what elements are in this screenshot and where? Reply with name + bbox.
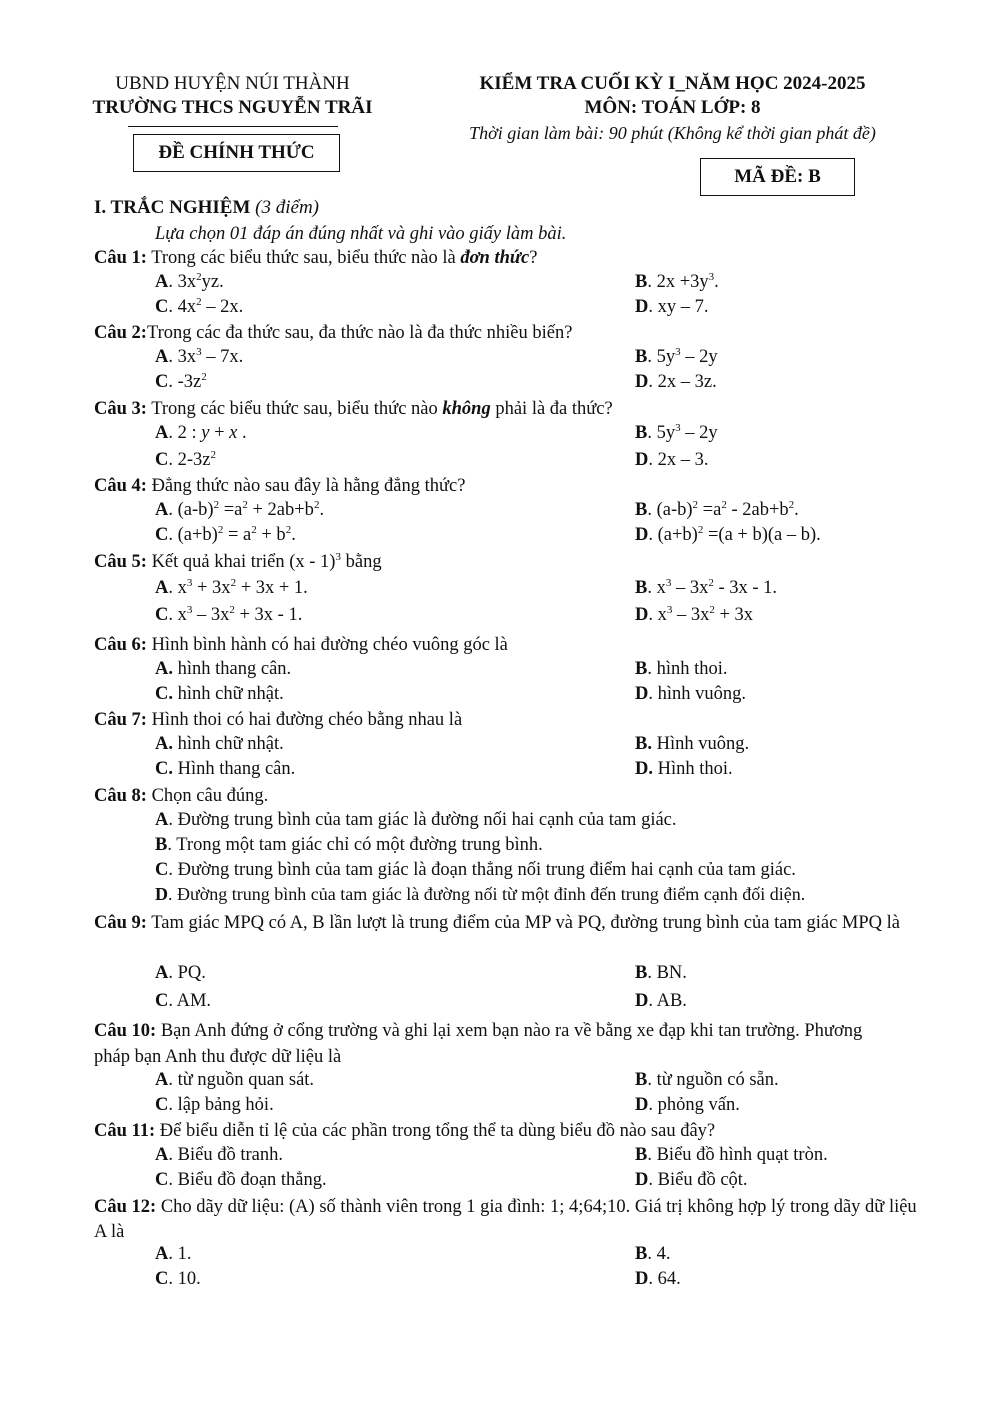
question-label: Câu 9: [94, 913, 147, 933]
q5-option-c: C. $x^3 - 3x^2 + 3x - 1$. [155, 604, 303, 625]
q4-option-c: C. $(a+b)^2 = a^2 + b^2$. [155, 524, 296, 545]
q9-option-d: D. AB. [635, 991, 687, 1011]
q10-option-b: B. từ nguồn có sẵn. [635, 1070, 779, 1090]
q2-option-a: A. $3x^3 - 7x$. [155, 346, 244, 367]
school-header [70, 72, 395, 127]
q12-option-c: C. 10. [155, 1269, 201, 1289]
option-text: Biểu đồ đoạn thẳng. [177, 1170, 327, 1190]
option-letter: D [155, 884, 168, 904]
q8-option-a: A. Đường trung bình của tam giác là đường nối hai cạnh của tam giác. [155, 810, 677, 830]
question-2 [94, 322, 572, 344]
district-name: UBND HUYỆN NÚI THÀNH [115, 73, 350, 94]
q9-option-a: A. PQ. [155, 963, 206, 983]
question-label: Câu 10: [94, 1021, 157, 1041]
question-text: Chọn câu đúng. [146, 786, 269, 806]
option-text: AM. [176, 991, 212, 1011]
question-text: Hình thoi có hai đường chéo bằng nhau là [146, 710, 463, 730]
option-letter: C [155, 1269, 169, 1289]
q12-option-b: B. 4. [635, 1244, 671, 1264]
question-1 [94, 247, 537, 269]
question-5 [94, 551, 382, 573]
q4-option-d: D. $(a+b)^2 =(a + b)(a - b)$. [635, 524, 821, 545]
option-letter: D [635, 297, 649, 317]
option-letter: A [155, 347, 169, 367]
option-letter: C [155, 297, 169, 317]
q7-option-c: C. Hình thang cân. [155, 759, 296, 779]
exam-header [420, 72, 925, 146]
option-letter: A [155, 1244, 169, 1264]
option-letter: C [155, 605, 169, 625]
option-letter: B [635, 423, 648, 443]
q8-option-c: C. Đường trung bình của tam giác là đoạn thẳng nối trung điểm hai cạnh của tam giác. [155, 860, 796, 880]
q1-option-c: C. $4x^2 - 2x$. [155, 296, 244, 317]
option-text: 64. [657, 1269, 681, 1289]
q6-option-a: A. hình thang cân. [155, 659, 292, 679]
official-exam-box [133, 134, 340, 172]
option-text: phỏng vấn. [657, 1095, 740, 1115]
q11-option-b: B. Biểu đồ hình quạt tròn. [635, 1145, 828, 1165]
option-letter: A [155, 500, 169, 520]
q11-option-a: A. Biểu đồ tranh. [155, 1145, 283, 1165]
option-letter: D [635, 684, 649, 704]
question-text: Đẳng thức nào sau đây là hằng đẳng thức? [146, 476, 466, 496]
option-letter: A [155, 963, 169, 983]
q2-option-b: B. $5y^3 - 2y$ [635, 346, 718, 367]
question-11 [94, 1120, 715, 1142]
option-text: hình thoi. [656, 659, 728, 679]
option-letter: B [635, 347, 648, 367]
question-emphasis: đơn thức [460, 248, 530, 268]
option-text: hình chữ nhật. [177, 734, 284, 754]
q4-option-b: B. $(a-b)^2 =a^2 - 2ab+b^2$. [635, 499, 799, 520]
q3-option-c: C. $2-3z^2$ [155, 449, 216, 470]
exam-code-box [700, 158, 855, 196]
option-letter: D [635, 991, 649, 1011]
exam-subject: MÔN: TOÁN LỚP: 8 [584, 97, 761, 118]
option-text: Biểu đồ hình quạt tròn. [656, 1145, 828, 1165]
question-label: Câu 4: [94, 476, 147, 496]
q1-option-b: B. $2x +3y^3$. [635, 271, 719, 292]
option-letter: B [635, 1145, 648, 1165]
question-9 [94, 911, 922, 936]
question-8 [94, 785, 268, 807]
option-letter: B [635, 963, 648, 983]
option-letter: C [155, 1170, 169, 1190]
option-text: Hình thang cân. [177, 759, 296, 779]
option-letter: D [635, 372, 649, 392]
option-letter: D [635, 759, 649, 779]
q2-option-d: D. 2x – 3z. [635, 372, 717, 392]
q10-option-c: C. lập bảng hỏi. [155, 1095, 274, 1115]
option-text: hình chữ nhật. [177, 684, 284, 704]
option-text: từ nguồn quan sát. [177, 1070, 315, 1090]
q6-option-c: C. hình chữ nhật. [155, 684, 284, 704]
question-text: Kết quả khai triển (x - 1) [146, 552, 336, 572]
q5-option-d: D. $x^3 - 3x^2 + 3x$ [635, 604, 754, 625]
option-letter: A [155, 1145, 169, 1165]
question-text: Cho dãy dữ liệu: (A) số thành viên trong 1 gia đình: 1; 4;64;10. Giá trị không hợp lý trong dãy dữ liệu A là [94, 1197, 917, 1242]
exponent: 3 [335, 551, 341, 563]
q10-option-d: D. phỏng vấn. [635, 1095, 740, 1115]
option-letter: B [635, 578, 648, 598]
q2-option-c: C. $-3z^2$ [155, 371, 207, 392]
option-letter: C [155, 450, 169, 470]
q1-option-a: A. $3x^2yz$. [155, 271, 224, 292]
question-label: Câu 2: [94, 323, 147, 343]
option-letter: D [635, 605, 649, 625]
question-3 [94, 398, 613, 420]
option-letter: A [155, 272, 169, 292]
option-letter: C [155, 991, 169, 1011]
exam-title: KIỂM TRA CUỐI KỲ I_NĂM HỌC 2024-2025 [479, 73, 866, 94]
option-text: Hình vuông. [656, 734, 750, 754]
option-letter: D [635, 1095, 649, 1115]
header-divider [128, 126, 338, 127]
exam-code: MÃ ĐỀ: B [734, 166, 821, 187]
q3-option-d: D. 2x – 3. [635, 450, 709, 470]
q1-option-d: D. xy – 7. [635, 297, 709, 317]
q8-option-d: D. Đường trung bình của tam giác là đường nối từ một đỉnh đến trung điểm cạnh đối diện. [155, 884, 806, 904]
option-text: AB. [656, 991, 687, 1011]
question-text-end: bằng [340, 552, 382, 572]
question-7 [94, 709, 462, 731]
option-letter: A [155, 578, 169, 598]
q11-option-d: D. Biểu đồ cột. [635, 1170, 748, 1190]
option-text: Đường trung bình của tam giác là đường nối hai cạnh của tam giác. [177, 810, 677, 830]
question-text: Trong các đa thức sau, đa thức nào là đa thức nhiều biến? [146, 323, 573, 343]
q5-option-b: B. $x^3 - 3x^2 - 3x - 1$. [635, 577, 778, 598]
section-heading: I. TRẮC NGHIỆM [94, 197, 251, 218]
question-label: Câu 1: [94, 248, 147, 268]
question-10 [94, 1018, 874, 1070]
q7-option-a: A. hình chữ nhật. [155, 734, 284, 754]
school-name: TRƯỜNG THCS NGUYỄN TRÃI [92, 97, 373, 118]
option-text: BN. [656, 963, 687, 983]
option-text: hình thang cân. [177, 659, 292, 679]
option-text: Hình thoi. [657, 759, 733, 779]
option-letter: A [155, 734, 169, 754]
question-text-end: phải là đa thức? [490, 399, 613, 419]
question-label: Câu 5: [94, 552, 147, 572]
q7-option-b: B. Hình vuông. [635, 734, 750, 754]
option-text: 1. [177, 1244, 192, 1264]
q3-option-b: B. $5y^3 - 2y$ [635, 422, 718, 443]
question-label: Câu 3: [94, 399, 147, 419]
option-letter: B [635, 659, 648, 679]
question-text: Để biểu diễn tỉ lệ của các phần trong tổng thể ta dùng biểu đồ nào sau đây? [155, 1121, 716, 1141]
q3-option-a: A. 2 : y + x . [155, 423, 247, 443]
option-letter: B [635, 734, 648, 754]
exam-duration: Thời gian làm bài: 90 phút (Không kể thời gian phát đề) [469, 123, 876, 143]
option-letter: B [635, 500, 648, 520]
option-letter: D [635, 450, 649, 470]
q9-option-b: B. BN. [635, 963, 687, 983]
question-text: Trong các biểu thức sau, biểu thức nào là [146, 248, 461, 268]
option-text: Biểu đồ cột. [657, 1170, 748, 1190]
option-letter: D [635, 1269, 649, 1289]
option-letter: A [155, 659, 169, 679]
option-letter: D [635, 1170, 649, 1190]
q6-option-d: D. hình vuông. [635, 684, 747, 704]
option-text: Đường trung bình của tam giác là đường nối từ một đỉnh đến trung điểm cạnh đối diện. [177, 884, 806, 904]
question-4 [94, 475, 465, 497]
option-text: Đường trung bình của tam giác là đoạn thẳng nối trung điểm hai cạnh của tam giác. [177, 860, 796, 880]
question-text: Tam giác MPQ có A, B lần lượt là trung điểm của MP và PQ, đường trung bình của tam giác MPQ là [146, 913, 900, 933]
option-text: 10. [177, 1269, 201, 1289]
option-letter: A [155, 810, 169, 830]
option-letter: A [155, 1070, 169, 1090]
option-text: từ nguồn có sẵn. [656, 1070, 779, 1090]
question-text: Bạn Anh đứng ở cổng trường và ghi lại xem bạn nào ra về bằng xe đạp khi tan trường. Phương pháp bạn Anh thu được dữ liệu là [94, 1021, 863, 1067]
option-letter: B [155, 835, 168, 855]
question-text: Trong các biểu thức sau, biểu thức nào [146, 399, 443, 419]
question-label: Câu 8: [94, 786, 147, 806]
q10-option-a: A. từ nguồn quan sát. [155, 1070, 315, 1090]
q8-option-b: B. Trong một tam giác chỉ có một đường trung bình. [155, 835, 543, 855]
option-letter: B [635, 272, 648, 292]
q12-option-d: D. 64. [635, 1269, 681, 1289]
q9-option-c: C. AM. [155, 991, 212, 1011]
option-text: 4. [656, 1244, 671, 1264]
option-text: PQ. [177, 963, 206, 983]
option-text: Biểu đồ tranh. [177, 1145, 283, 1165]
option-letter: A [155, 423, 169, 443]
section-title [94, 197, 319, 219]
option-letter: B [635, 1070, 648, 1090]
question-12 [94, 1195, 924, 1245]
question-emphasis: không [442, 399, 491, 419]
option-letter: C [155, 372, 169, 392]
option-letter: C [155, 684, 169, 704]
section-points: (3 điểm) [255, 197, 320, 218]
q7-option-d: D. Hình thoi. [635, 759, 733, 779]
option-letter: D [635, 525, 649, 545]
option-text: lập bảng hỏi. [177, 1095, 274, 1115]
question-6 [94, 634, 508, 656]
section-instruction: Lựa chọn 01 đáp án đúng nhất và ghi vào giấy làm bài. [155, 224, 567, 244]
question-label: Câu 7: [94, 710, 147, 730]
q11-option-c: C. Biểu đồ đoạn thẳng. [155, 1170, 327, 1190]
option-letter: C [155, 1095, 169, 1115]
question-label: Câu 11: [94, 1121, 156, 1141]
question-label: Câu 12: [94, 1197, 157, 1217]
q5-option-a: A. $x^3 + 3x^2 + 3x + 1$. [155, 577, 308, 598]
question-text-end: ? [529, 248, 538, 268]
option-text: Trong một tam giác chỉ có một đường trung bình. [176, 835, 543, 855]
option-letter: C [155, 525, 169, 545]
q4-option-a: A. $(a-b)^2 =a^2 + 2ab+b^2$. [155, 499, 325, 520]
option-letter: C [155, 860, 169, 880]
official-label: ĐỀ CHÍNH THỨC [158, 142, 315, 163]
question-label: Câu 6: [94, 635, 147, 655]
option-letter: C [155, 759, 169, 779]
q12-option-a: A. 1. [155, 1244, 192, 1264]
question-text: Hình bình hành có hai đường chéo vuông góc là [146, 635, 508, 655]
option-text: hình vuông. [657, 684, 747, 704]
q6-option-b: B. hình thoi. [635, 659, 728, 679]
option-letter: B [635, 1244, 648, 1264]
